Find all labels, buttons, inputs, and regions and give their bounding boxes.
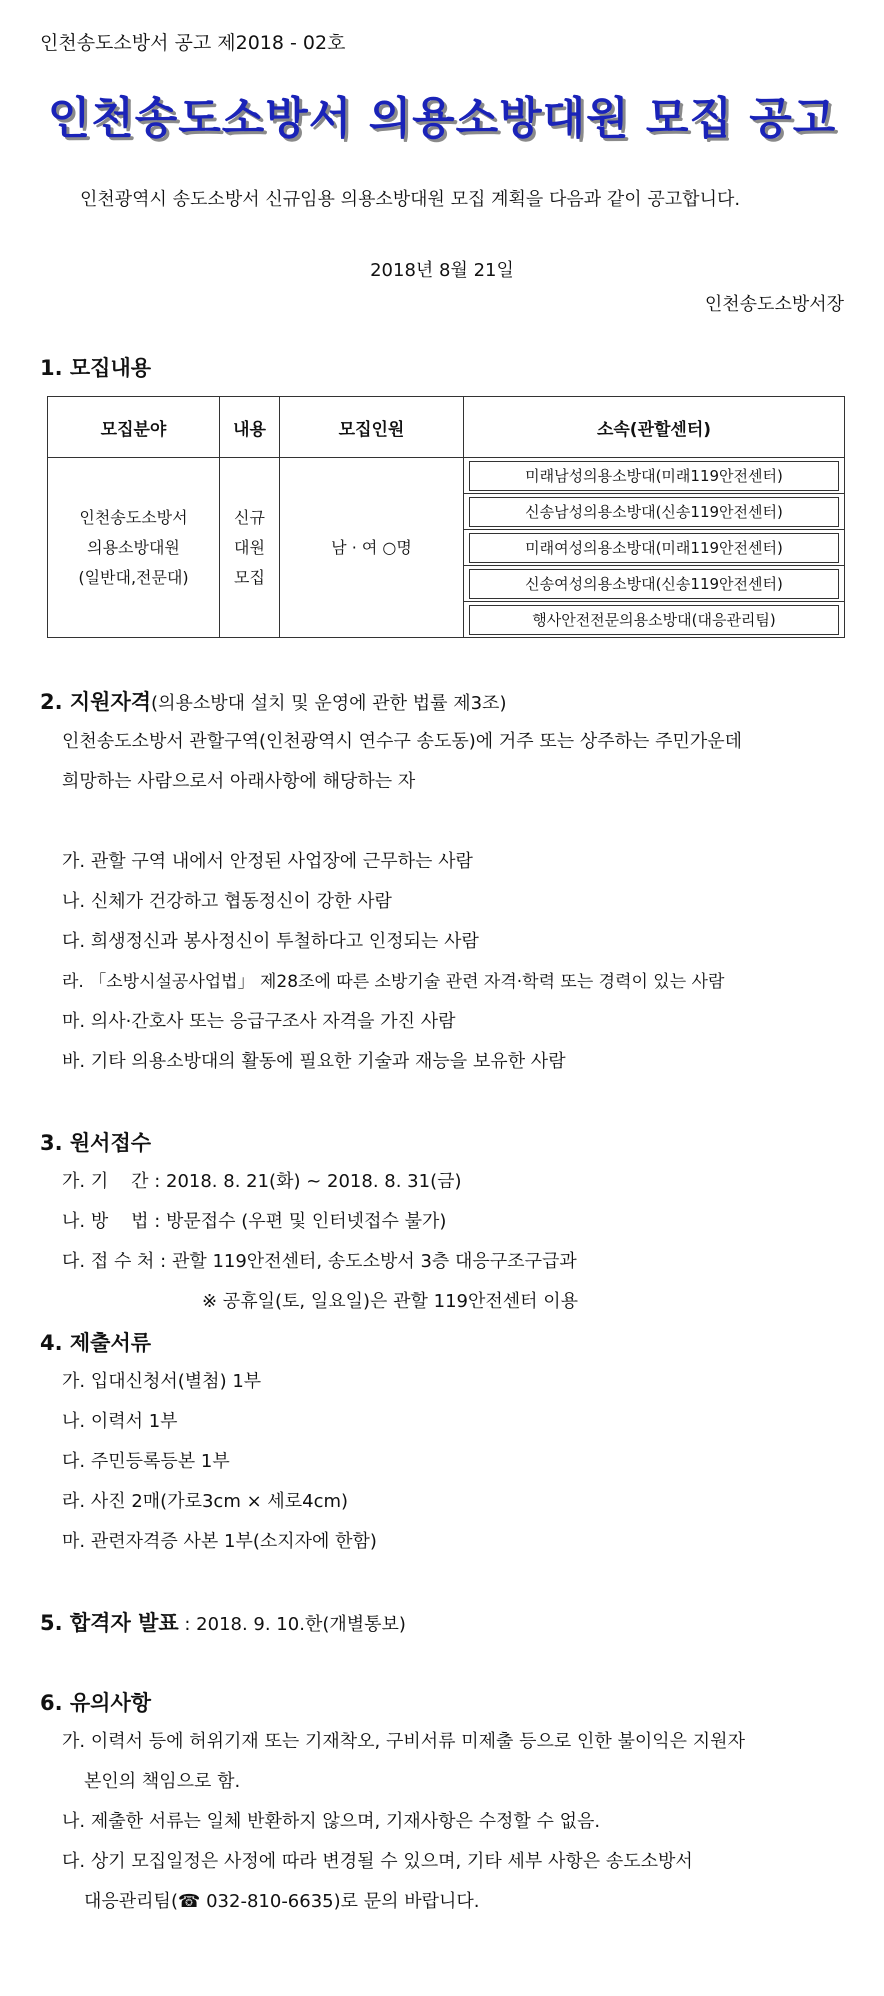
intro-text: 인천광역시 송도소방서 신규임용 의용소방대원 모집 계획을 다음과 같이 공고합니다. bbox=[80, 189, 741, 210]
content-line: 신규 bbox=[234, 507, 265, 527]
list-item: 다. 주민등록등본 1부 bbox=[62, 1451, 230, 1472]
unit-cell bbox=[464, 458, 845, 494]
notice-date: 2018년 8월 21일 bbox=[370, 260, 514, 281]
unit-box: 미래남성의용소방대(미래119안전센터) bbox=[469, 461, 839, 491]
signer: 인천송도소방서장 bbox=[704, 294, 844, 315]
table-row bbox=[48, 458, 845, 494]
table-header: 모집분야 bbox=[48, 397, 220, 458]
field-line: 인천송도소방서 bbox=[79, 507, 188, 527]
field-line: 의용소방대원 bbox=[87, 537, 180, 557]
list-item: 가. 이력서 등에 허위기재 또는 기재착오, 구비서류 미제출 등으로 인한 불이익은 지원자 bbox=[62, 1731, 745, 1752]
list-item: 나. 방 법 : 방문접수 (우편 및 인터넷접수 불가) bbox=[62, 1211, 447, 1232]
recruit-table bbox=[47, 396, 845, 638]
field-line: (일반대,전문대) bbox=[78, 567, 189, 587]
unit-box: 신송남성의용소방대(신송119안전센터) bbox=[469, 497, 839, 527]
list-item: 다. 상기 모집일정은 사정에 따라 변경될 수 있으며, 기타 세부 사항은 송도소방서 bbox=[62, 1851, 693, 1872]
holiday-note: ※ 공휴일(토, 일요일)은 관할 119안전센터 이용 bbox=[202, 1291, 579, 1312]
unit-cell bbox=[464, 566, 845, 602]
section-6-heading: 6. 유의사항 bbox=[40, 1691, 152, 1715]
unit-cell bbox=[464, 602, 845, 638]
list-item: 마. 의사·간호사 또는 응급구조사 자격을 가진 사람 bbox=[62, 1011, 456, 1032]
page-title: 인천송도소방서 의용소방대원 모집 공고 bbox=[47, 93, 837, 144]
list-item: 나. 이력서 1부 bbox=[62, 1411, 178, 1432]
section-4-heading: 4. 제출서류 bbox=[40, 1331, 152, 1355]
list-item: 나. 제출한 서류는 일체 반환하지 않으며, 기재사항은 수정할 수 없음. bbox=[62, 1811, 601, 1832]
list-item: 다. 희생정신과 봉사정신이 투철하다고 인정되는 사람 bbox=[62, 931, 479, 952]
notice-number: 인천송도소방서 공고 제2018 - 02호 bbox=[40, 32, 346, 54]
list-item-continued: 본인의 책임으로 함. bbox=[84, 1771, 241, 1792]
unit-box: 신송여성의용소방대(신송119안전센터) bbox=[469, 569, 839, 599]
section-3-heading: 3. 원서접수 bbox=[40, 1131, 152, 1155]
content-line: 대원 bbox=[234, 537, 265, 557]
list-item: 가. 기 간 : 2018. 8. 21(화) ~ 2018. 8. 31(금) bbox=[62, 1171, 462, 1192]
table-header: 내용 bbox=[220, 397, 280, 458]
list-item: 바. 기타 의용소방대의 활동에 필요한 기술과 재능을 보유한 사람 bbox=[62, 1051, 566, 1072]
list-item: 가. 관할 구역 내에서 안정된 사업장에 근무하는 사람 bbox=[62, 851, 473, 872]
list-item: 나. 신체가 건강하고 협동정신이 강한 사람 bbox=[62, 891, 392, 912]
announcement-date: : 2018. 9. 10.한(개별통보) bbox=[178, 1614, 406, 1635]
section-2-subtitle: (의용소방대 설치 및 운영에 관한 법률 제3조) bbox=[151, 693, 507, 714]
list-item: 다. 접 수 처 : 관할 119안전센터, 송도소방서 3층 대응구조구급과 bbox=[62, 1251, 577, 1272]
list-item: 가. 입대신청서(별첨) 1부 bbox=[62, 1371, 262, 1392]
eligibility-desc: 희망하는 사람으로서 아래사항에 해당하는 자 bbox=[62, 771, 416, 792]
section-5-title: 5. 합격자 발표 bbox=[40, 1611, 179, 1635]
list-item: 라. 「소방시설공사업법」 제28조에 따른 소방기술 관련 자격·학력 또는 경력이 있는 사람 bbox=[62, 972, 725, 992]
section-2-heading bbox=[40, 686, 506, 716]
section-5-heading bbox=[40, 1607, 406, 1637]
section-2-title: 2. 지원자격 bbox=[40, 690, 152, 714]
unit-box: 미래여성의용소방대(미래119안전센터) bbox=[469, 533, 839, 563]
content-cell bbox=[220, 458, 280, 638]
table-header: 소속(관할센터) bbox=[464, 397, 845, 458]
unit-cell bbox=[464, 494, 845, 530]
unit-cell bbox=[464, 530, 845, 566]
table-header-row bbox=[48, 397, 845, 458]
unit-box: 행사안전전문의용소방대(대응관리팀) bbox=[469, 605, 839, 635]
eligibility-desc: 인천송도소방서 관할구역(인천광역시 연수구 송도동)에 거주 또는 상주하는 주민가운데 bbox=[62, 731, 743, 752]
table-header: 모집인원 bbox=[280, 397, 464, 458]
count-cell: 남 · 여 ○명 bbox=[280, 458, 464, 638]
list-item: 마. 관련자격증 사본 1부(소지자에 한함) bbox=[62, 1531, 377, 1552]
section-1-heading: 1. 모집내용 bbox=[40, 356, 152, 380]
content-line: 모집 bbox=[234, 567, 265, 587]
list-item: 라. 사진 2매(가로3cm × 세로4cm) bbox=[62, 1491, 349, 1512]
field-cell bbox=[48, 458, 220, 638]
list-item-continued: 대응관리팀(☎ 032-810-6635)로 문의 바랍니다. bbox=[84, 1891, 480, 1912]
